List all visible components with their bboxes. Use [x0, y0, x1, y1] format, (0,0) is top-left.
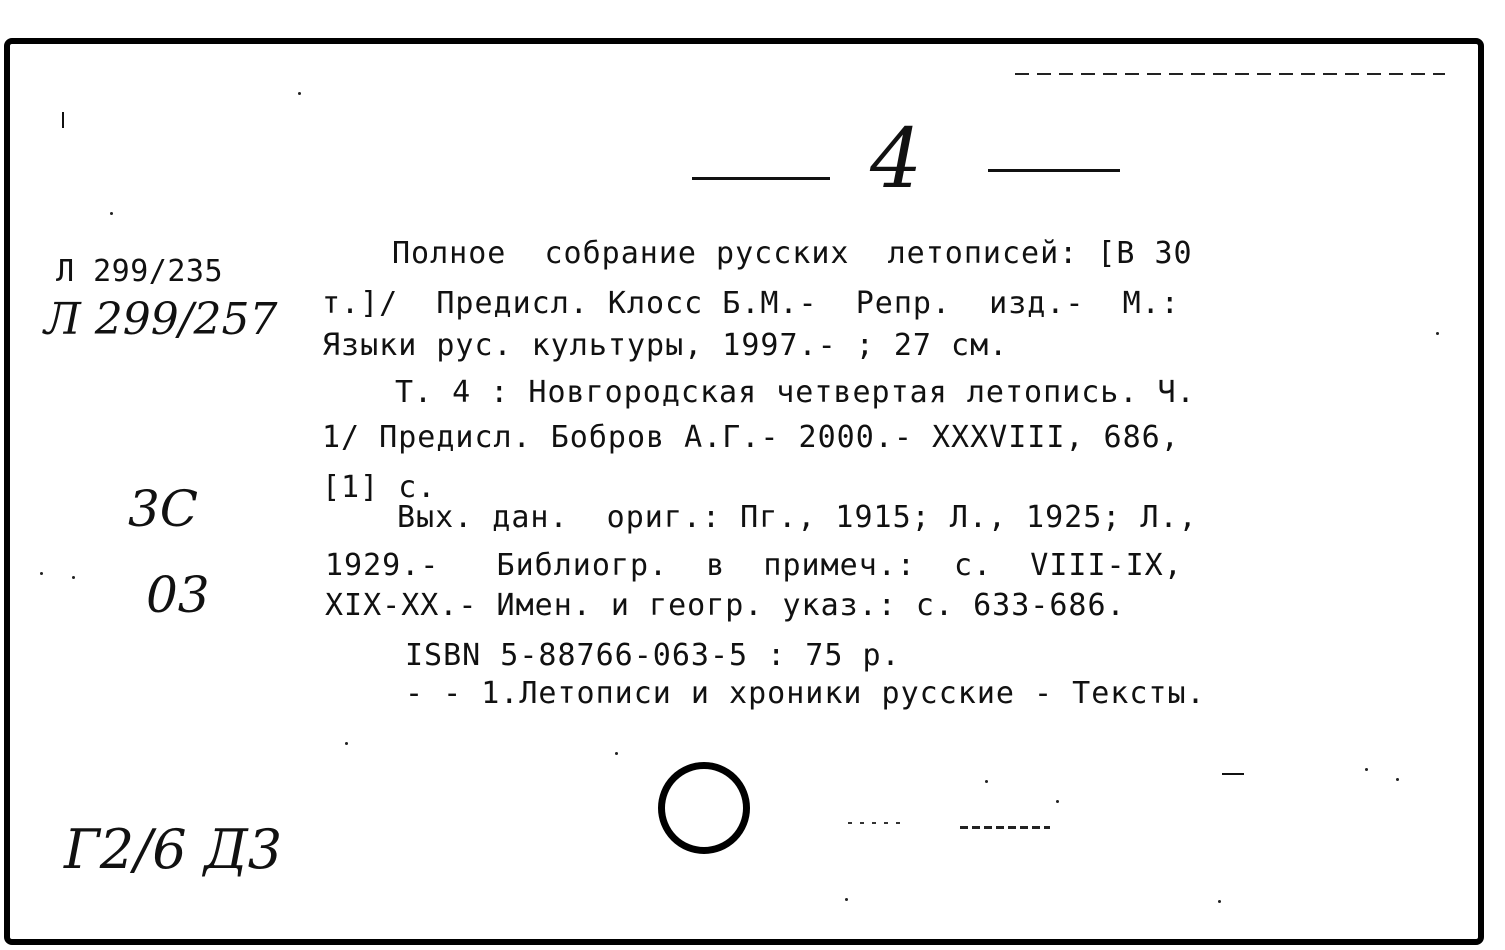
volume-dash-left: [692, 177, 830, 180]
text-line-11: - - 1.Летописи и хроники русские - Тексты.: [405, 676, 1206, 711]
text-line-6: [1] с.: [322, 470, 437, 505]
scan-speck: [345, 742, 348, 745]
scan-speck: [1056, 800, 1059, 803]
punch-hole: [658, 762, 750, 854]
text-line-1: Полное собрание русских летописей: [В 30: [392, 236, 1193, 271]
scan-speck: [72, 576, 75, 579]
text-line-10: ISBN 5-88766-063-5 : 75 р.: [405, 638, 901, 673]
scan-speck: [1365, 768, 1368, 771]
stray-mark: [62, 112, 64, 128]
margin-mark-1: 3С: [128, 480, 199, 538]
top-dashed-rule: [1015, 73, 1445, 75]
scan-speck: [110, 212, 113, 215]
call-number-typed: Л 299/235: [56, 254, 224, 289]
text-line-3: Языки рус. культуры, 1997.- ; 27 см.: [322, 328, 1009, 363]
text-line-5: 1/ Предисл. Бобров А.Г.- 2000.- XXXVIII, 686,: [322, 420, 1180, 455]
call-number-handwritten: Л 299/257: [44, 294, 278, 345]
scan-speck: [1436, 332, 1439, 335]
scan-speck: [1218, 900, 1221, 903]
scan-speck: [298, 92, 301, 95]
text-line-4: Т. 4 : Новгородская четвертая летопись. Ч.: [395, 375, 1196, 410]
text-line-9: XIX-XX.- Имен. и геогр. указ.: с. 633-686.: [325, 588, 1126, 623]
text-line-2: т.]/ Предисл. Клосс Б.М.- Репр. изд.- М.:: [322, 286, 1180, 321]
margin-mark-2: 03: [146, 566, 210, 624]
volume-dash-right: [988, 169, 1120, 172]
stray-dashes: [960, 826, 1050, 829]
text-line-8: 1929.- Библиогр. в примеч.: с. VIII-IX,: [325, 548, 1183, 583]
scan-speck: [1396, 778, 1399, 781]
text-line-7: Вых. дан. ориг.: Пг., 1915; Л., 1925; Л.,: [397, 500, 1198, 535]
volume-mark: 4: [870, 112, 923, 207]
shelf-mark: Г2/6 Д3: [64, 818, 283, 881]
scan-speck: [985, 780, 988, 783]
scan-speck: [845, 898, 848, 901]
scan-speck: [40, 572, 43, 575]
scan-speck: [615, 752, 618, 755]
stray-dashes: [848, 822, 908, 824]
stray-dashes: [1222, 773, 1244, 775]
